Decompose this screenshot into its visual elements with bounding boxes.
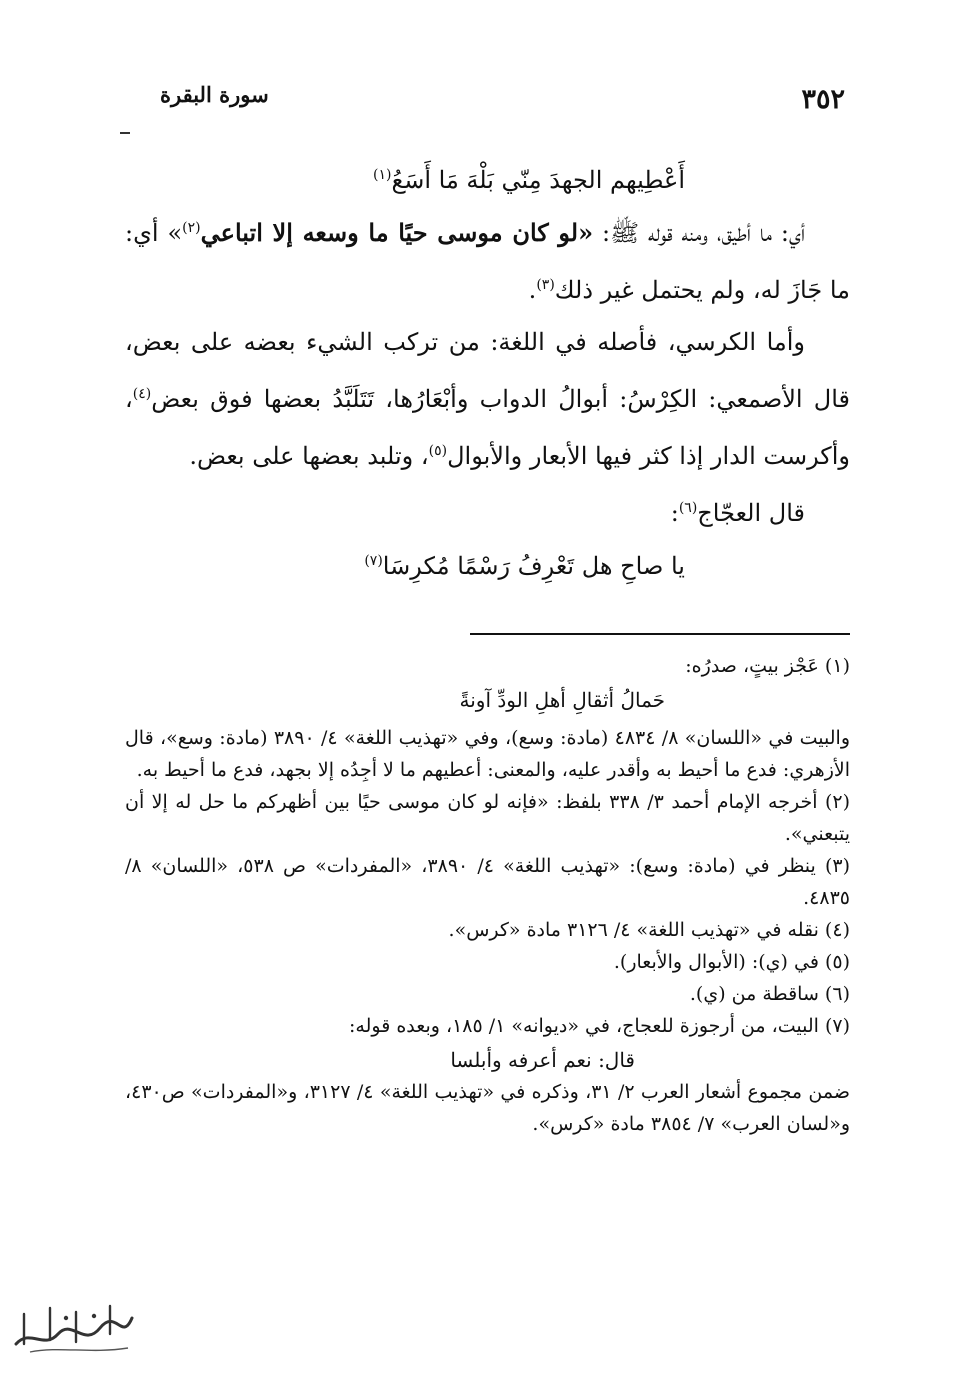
footnote-6: (٦) ساقطة من (ي). bbox=[689, 983, 850, 1005]
paragraph-2-text-a: وأما الكرسي، فأصله في اللغة: من تركب الشيء بعضه على بعض، قال الأصمعي: الكِرْسُ: أبوالُ الدواب وأبْعَارُها، تَتَلَبَّدُ بعضها فوق بعض bbox=[125, 328, 850, 413]
main-text bbox=[125, 148, 850, 588]
footnote-7: (٧) البيت، من أرجوزة للعجاج، في «ديوانه» ١/ ١٨٥، وبعده قوله: bbox=[349, 1015, 850, 1037]
logo-drawing bbox=[10, 1298, 138, 1358]
paragraph-2-text-b: ، وأكرست الدار إذا كثر فيها الأبعار والأبوال bbox=[125, 385, 850, 470]
footnote-ref-1: (١) bbox=[372, 167, 392, 183]
footnote-ref-4: (٤) bbox=[132, 386, 152, 402]
page-number: ٣٥٢ bbox=[801, 84, 845, 115]
paragraph-3-text-b: : bbox=[670, 499, 679, 527]
surah-name: سورة البقرة bbox=[160, 82, 269, 107]
footnote-ref-6: (٦) bbox=[678, 500, 698, 516]
paragraph-1 bbox=[125, 202, 850, 316]
footnote-ref-7: (٧) bbox=[364, 553, 383, 569]
paragraph-1-end: . bbox=[528, 276, 537, 304]
footnote-ref-2: (٢) bbox=[182, 220, 201, 236]
footnote-4: (٤) نقله في «تهذيب اللغة» ٤/ ٣١٢٦ مادة «كرس». bbox=[448, 919, 850, 941]
poetry-verse-1 bbox=[125, 148, 850, 202]
verse-1-text: أَعْطِيهم الجهدَ مِنّي بَلْهَ مَا أَسَعُ bbox=[391, 166, 685, 194]
paragraph-1-text-b: » أي: ما جَازَ له، ولم يحتمل غير ذلك bbox=[125, 219, 850, 304]
footnote-1-verse: حَمالُ أثقالِ أهلِ الودِّ آونةً bbox=[459, 688, 665, 712]
paragraph-1-text-a: أي: ما أطيق، ومنه قوله ﷺ: bbox=[593, 219, 805, 247]
footnote-ref-3: (٣) bbox=[536, 277, 555, 293]
footnote-ref-5: (٥) bbox=[428, 443, 448, 459]
hadith-quote: «لو كان موسى حيًا ما وسعه إلا اتباعي bbox=[200, 218, 594, 247]
footnote-3: (٣) ينظر في (مادة: وسع): «تهذيب اللغة» ٤/ ٣٨٩٠، «المفردات» ص ٥٣٨، «اللسان» ٨/ ٤٨٣٥. bbox=[125, 855, 851, 909]
paragraph-2-text-c: ، وتلبد بعضها على بعض. bbox=[189, 442, 429, 470]
paragraph-2 bbox=[125, 316, 850, 482]
footnote-2: (٢) أخرجه الإمام أحمد ٣/ ٣٣٨ بلفظ: «فإنه لو كان موسى حيًا بين أظهركم ما حل له إلا أن يتبعني». bbox=[125, 791, 850, 845]
verse-2-text: يا صاحِ هل تَعْرِفُ رَسْمًا مُكرِسَا bbox=[382, 552, 685, 580]
footnote-divider bbox=[470, 633, 850, 635]
footnote-5: (٥) في (ي): (الأبوال والأبعار). bbox=[613, 951, 850, 973]
footnotes bbox=[125, 650, 850, 1140]
stray-mark bbox=[120, 132, 130, 134]
paragraph-3 bbox=[125, 482, 850, 534]
page-header bbox=[160, 78, 845, 118]
footnote-7-verse: قال: نعم أعرفه وأبلسا bbox=[450, 1048, 635, 1072]
footnote-7-body: ضمن مجموع أشعار العرب ٢/ ٣١، وذكره في «تهذيب اللغة» ٤/ ٣١٢٧، و«المفردات» ص٤٣٠، و«لسان العرب» ٧/ ٣٨٥٤ مادة «كرس». bbox=[125, 1081, 850, 1135]
paragraph-3-text-a: قال العجّاج bbox=[697, 499, 805, 527]
poetry-verse-2 bbox=[125, 534, 850, 588]
footnote-1: (١) عَجْز بيتٍ، صدرُه: bbox=[685, 655, 850, 677]
calligraphy-logo-icon bbox=[10, 1298, 138, 1358]
footnote-1-body: والبيت في «اللسان» ٨/ ٤٨٣٤ (مادة: وسع)، وفي «تهذيب اللغة» ٤/ ٣٨٩٠ (مادة: وسع»، قال الأزهري: فدع ما أحيط به وأقدر عليه، والمعنى: أعطيهم ما لا أجِدُه إلا بجهد، فدع ما أحيط به. bbox=[125, 727, 851, 781]
